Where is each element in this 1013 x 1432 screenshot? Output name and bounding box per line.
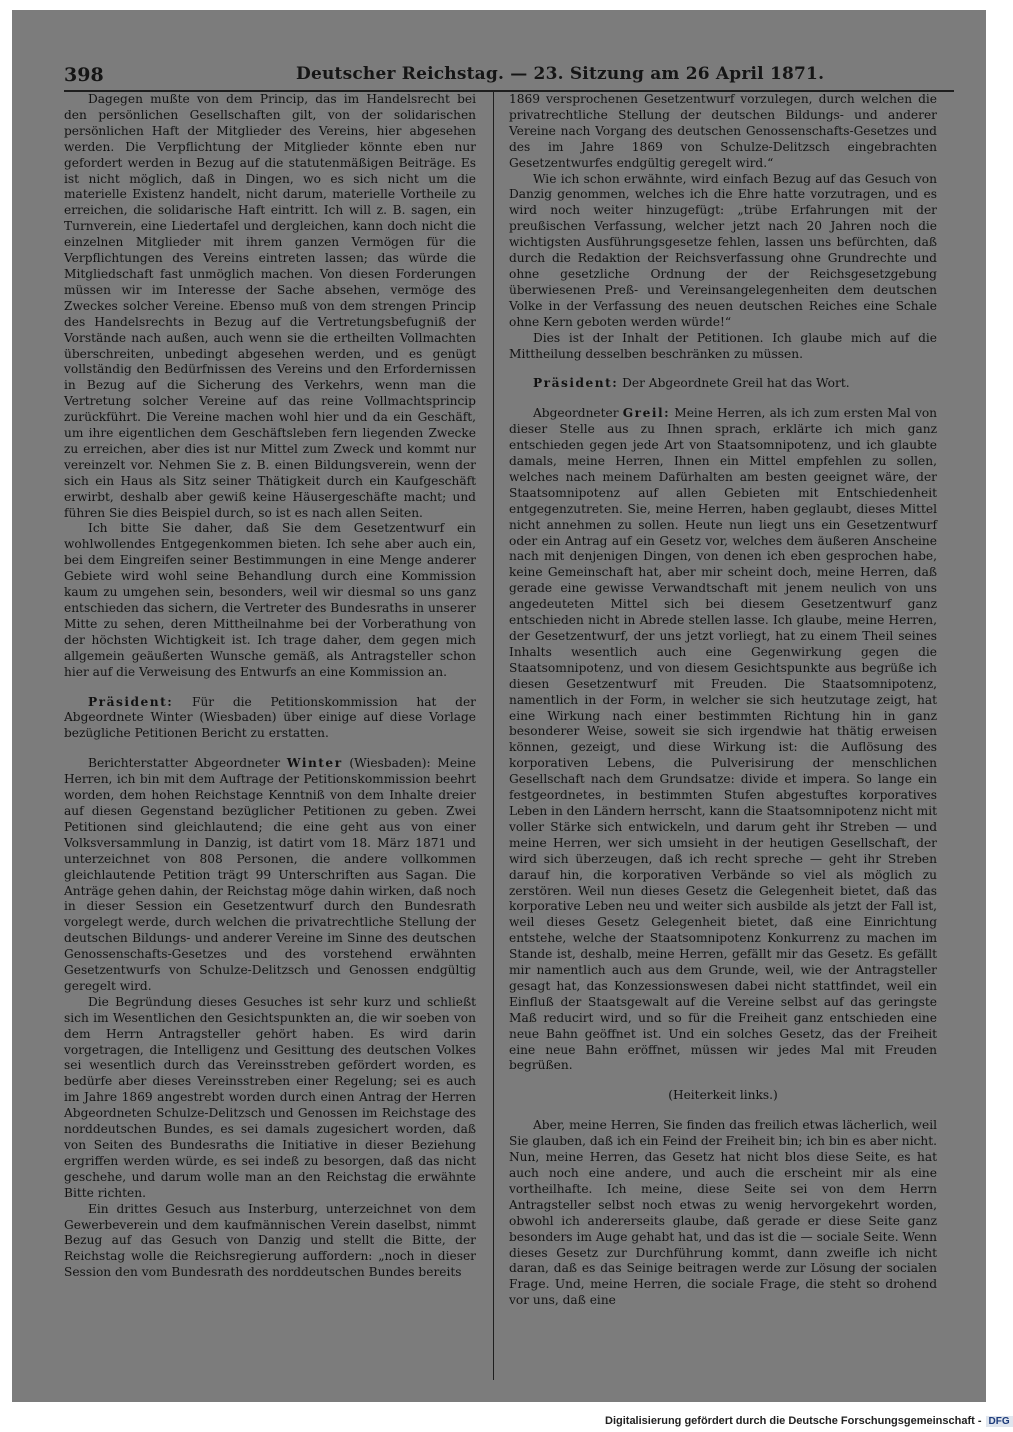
right-column	[509, 92, 937, 1388]
speaker-name: Präsident:	[88, 694, 174, 709]
page-header	[64, 58, 954, 92]
paragraph: Dies ist der Inhalt der Petitionen. Ich glaube mich auf die Mittheilung desselben beschränken zu müssen.	[509, 330, 937, 361]
speech-president	[64, 695, 476, 743]
speech-text: (Wiesbaden): Meine Herren, ich bin mit dem Auftrage der Petitionskommission beehrt worden, dem hohen Reichstage Kenntniß von dem Inhalte dreier auf diesen Gegenstand bezüglicher Petitionen zu geben. Zwei Petitionen sind gleichlautend; die eine geht aus von einer Volksversammlung in Danzig, ist datirt vom 18. März 1871 und unterzeichnet von 808 Personen, die andere vollkommen gleichlautende Petition trägt 99 Unterschriften aus Sagan. Die Anträge gehen dahin, der Reichstag möge dahin wirken, daß noch in dieser Session ein Gesetzentwurf durch den Bundesrath vorgelegt werde, durch welchen die privatrechtliche Stellung der deutschen Bildungs- und anderer Vereine im Sinne des deutschen Genossenschafts-Gesetzes und des vorstehend erwähnten Gesetzentwurfs von Schulze-Delitzsch und Genossen endgültig geregelt wird.	[64, 756, 476, 993]
speaker-name: Greil:	[622, 406, 671, 421]
speech-greil	[509, 406, 937, 1074]
speech-president	[509, 376, 937, 392]
credit-text: Digitalisierung gefördert durch die Deutsche Forschungsgemeinschaft -	[605, 1415, 982, 1427]
dfg-logo: DFG	[986, 1416, 1013, 1427]
column-divider	[493, 92, 494, 1380]
speaker-name: Präsident:	[533, 376, 619, 391]
running-head: Deutscher Reichstag. — 23. Sitzung am 26 April 1871.	[296, 64, 825, 84]
digitization-credit	[605, 1415, 1013, 1427]
paragraph: Ich bitte Sie daher, daß Sie dem Gesetzentwurf ein wohlwollendes Entgegenkommen bieten. Ich sehe aber auch ein, bei dem Eingreifen seiner Bestimmungen in eine Menge anderer Gebiete wird wohl seine Behandlung durch eine Kommission kaum zu umgehen sein, besonders, weil wir diesmal so uns ganz entschieden das sichern, die Vertreter des Bundesraths in unserer Mitte zu sehen, deren Mittheilnahme bei der Vorberathung von der höchsten Wichtigkeit ist. Ich trage daher, dem gegen mich allgemein geäußerten Wunsche gemäß, als Antragsteller schon hier auf die Verweisung des Entwurfs an eine Kommission an.	[64, 521, 476, 679]
paragraph: Die Begründung dieses Gesuches ist sehr kurz und schließt sich im Wesentlichen den Gesichtspunkten an, die wir soeben von dem Herrn Antragsteller gehört haben. Es wird darin vorgetragen, die Intelligenz und Gesittung des deutschen Volkes sei wesentlich durch das Vereinsstreben gefördert worden, es bedürfe aber dieses Vereinsstreben einer Regelung; sei es auch im Jahre 1869 angestrebt worden durch einen Antrag der Herren Abgeordneten Schulze-Delitzsch und Genossen im Reichstage des norddeutschen Bundes, es sei damals zugesichert worden, daß von Seiten des Bundesraths die Initiative in dieser Beziehung ergriffen werden würde, es sei indeß zu besorgen, daß das nicht geschehe, und darum wolle man an den Reichstag die erwähnte Bitte richten.	[64, 994, 476, 1200]
speaker-role: Berichterstatter Abgeordneter	[88, 756, 281, 771]
page-number: 398	[64, 64, 104, 86]
left-column	[64, 92, 476, 1388]
paragraph: Aber, meine Herren, Sie finden das freilich etwas lächerlich, weil Sie glauben, daß ich ein Feind der Freiheit bin; ich bin es aber nicht. Nun, meine Herren, das Gesetz hat nicht blos diese Seite, es hat auch noch eine andere, und auch die erscheint mir als eine vortheilhafte. Ich meine, diese Seite sei von dem Herrn Antragsteller selbst noch etwas zu wenig hervorgekehrt worden, obwohl ich andererseits glaube, daß gerade er diese Seite ganz besonders im Auge gehabt hat, und das ist die — sociale Seite. Wenn dieses Gesetz zur Durchführung kommt, dann zweifle ich nicht daran, daß es das Seinige beitragen werde zur Lösung der socialen Frage. Und, meine Herren, die sociale Frage, die steht so drohend vor uns, daß eine	[509, 1118, 937, 1308]
speech-text: Der Abgeordnete Greil hat das Wort.	[622, 376, 850, 391]
speaker-name: Winter	[286, 756, 343, 771]
paragraph: 1869 versprochenen Gesetzentwurf vorzulegen, durch welchen die privatrechtliche Stellung der deutschen Bildungs- und anderer Vereine nach Vorgang des deutschen Genossenschafts-Gesetzes und des im Jahre 1869 von Schulze-Delitzsch eingebrachten Gesetzentwurfes endgültig geregelt wird.“	[509, 92, 937, 170]
paragraph: Wie ich schon erwähnte, wird einfach Bezug auf das Gesuch von Danzig genommen, welches ich die Ehre hatte vorzutragen, und es wird noch weiter hinzugefügt: „trübe Erfahrungen mit der preußischen Verfassung, welcher jetzt nach 20 Jahren noch die wichtigsten Ausführungsgesetze fehlen, lassen uns befürchten, daß durch die Redaktion der Reichsverfassung ohne Grundrechte und ohne gesetzliche Ordnung der der Reichsgesetzgebung überwiesenen Preß- und Vereinsangelegenheiten dem deutschen Volke in der Verfassung des neuen deutschen Reiches eine Schale ohne Kern geboten werden würde!“	[509, 171, 937, 329]
speech-text: Für die Petitionskommission hat der Abgeordnete Winter (Wiesbaden) über einige auf diese Vorlage bezügliche Petitionen Bericht zu erstatten.	[64, 694, 477, 741]
paragraph: Dagegen mußte von dem Princip, das im Handelsrecht bei den persönlichen Gesellschaften gilt, von der solidarischen persönlichen Haft der Mitglieder des Vereins, hier abgesehen werden. Die Verpflichtung der Mitglieder könnte eben nur gefordert werden in Bezug auf die statutenmäßigen Beiträge. Es ist nicht möglich, daß in Dingen, wo es sich nicht um die materielle Existenz handelt, nicht darum, materielle Vortheile zu erreichen, die solidarische Haft eintritt. Ich will z. B. sagen, ein Turnverein, eine Liedertafel und dergleichen, kann doch nicht die einzelnen Mitglieder mit ihrem ganzen Vermögen für die Verpflichtungen des Vereins eintreten lassen; das würde die Mitgliedschaft fast unmöglich machen. Von diesen Forderungen müssen wir im Interesse der Sache absehen, vermöge des Zweckes solcher Vereine. Ebenso muß von dem strengen Princip des Handelsrechts in Bezug auf die Vertretungsbefugniß der Vorstände nach außen, auch wenn sie die ertheilten Vollmachten überschreiten, unbedingt abgesehen werden, und es genügt vollständig den Bedürfnissen des Vereins und den Erfordernissen in Bezug auf die Sicherung des Verkehrs, wenn man die Vertretung solcher Vereine auf das reine Vollmachtsprincip zurückführt. Die Vereine machen wohl hier und da ein Geschäft, um ihre eigentlichen dem Geschäftsleben fern liegenden Zwecke zu erreichen, aber dies ist nur Mittel zum Zweck und kommt nur vereinzelt vor. Nehmen Sie z. B. einen Bildungsverein, wenn der sich ein Haus als Sitz seiner Thätigkeit durch ein Kaufgeschäft erwirbt, deshalb aber gewiß keine Häusergeschäfte macht; und führen Sie dies Beispiel durch, so ist es nach allen Seiten.	[64, 92, 476, 520]
interjection: (Heiterkeit links.)	[668, 1088, 778, 1103]
speech-winter	[64, 756, 476, 995]
paragraph: Ein drittes Gesuch aus Insterburg, unterzeichnet von dem Gewerbeverein und dem kaufmännischen Verein daselbst, nimmt Bezug auf das Gesuch von Danzig und stellt die Bitte, der Reichstag wolle die Reichsregierung auffordern: „noch in dieser Session den vom Bundesrath des norddeutschen Bundes bereits	[64, 1201, 476, 1280]
speech-text: Meine Herren, als ich zum ersten Mal von dieser Stelle aus zu Ihnen sprach, erklärte ich mich ganz entschieden gegen jede Art von Staatsomnipotenz, und ich glaubte damals, meine Herren, Ihnen ein Mittel empfehlen zu sollen, welches nach meinem Dafürhalten am besten geeignet wäre, der Staatsomnipotenz auf allen Gebieten mit Entschiedenheit entgegenzutreten. Sie, meine Herren, haben geglaubt, dieses Mittel nicht annehmen zu sollen. Heute nun liegt uns ein Gesetzentwurf oder ein Antrag auf ein Gesetz vor, welches dem äußeren Anscheine nach mit denjenigen Dingen, von denen ich eben gesprochen habe, keine Gemeinschaft hat, aber mir scheint doch, meine Herren, daß gerade eine gewisse Verwandtschaft mit jenem neulich von uns angedeuteten Mittel sich bei diesem Gesetzentwurf ganz entschieden nicht in Abrede stellen lasse. Ich glaube, meine Herren, der Gesetzentwurf, der uns jetzt vorliegt, hat zu einem Theil seines Inhalts wesentlich auch eine Gegenwirkung gegen die Staatsomnipotenz, und von diesem Gesichtspunkte aus begrüße ich diesen Gesetzentwurf mit Freuden. Die Staatsomnipotenz, namentlich in der Form, in welcher sie sich heutzutage zeigt, hat eine Wirkung nach einer bestimmten Richtung hin in ganz besonderer Weise, soweit sie sich irgendwie hat thätig erweisen können, gezeigt, und diese Wirkung ist: die Auflösung des korporativen Lebens, die Pulverisirung der menschlichen Gesellschaft nach dem Grundsatze: divide et impera. So lange ein festgeordnetes, in bestimmten Stufen abgestuftes korporatives Leben in den Ländern herrscht, kann die Staatsomnipotenz nicht mit voller Stärke sich entwickeln, und darum geht ihr Streben — und meine Herren, wer sich umsieht in der heutigen Gesellschaft, der wird sich überzeugen, daß ich recht spreche — geht ihr Streben darauf hin, die korporativen Verbände so viel als möglich zu zerstören. Weil nun dieses Gesetz die Gelegenheit bietet, daß das korporative Leben neu und weiter sich ausbilde als jetzt der Fall ist, weil dieses Gesetz Gelegenheit bietet, daß eine Einrichtung entstehe, welche der Staatsomnipotenz Konkurrenz zu machen im Stande ist, deshalb, meine Herren, gefällt mir das Gesetz. Es gefällt mir namentlich auch aus dem Grunde, weil, wie der Antragsteller gesagt hat, das Konzessionswesen dabei nicht stattfindet, weil ein Einfluß der Staatsgewalt auf die Vereine selbst auf das geringste Maß reducirt wird, und so für die Freiheit ganz entschieden eine neue Bahn geöffnet ist. Und ein solches Gesetz, das der Freiheit eine neue Bahn eröffnet, müssen wir jedes Mal mit Freuden begrüßen.	[509, 406, 938, 1073]
speaker-role: Abgeordneter	[533, 406, 619, 421]
